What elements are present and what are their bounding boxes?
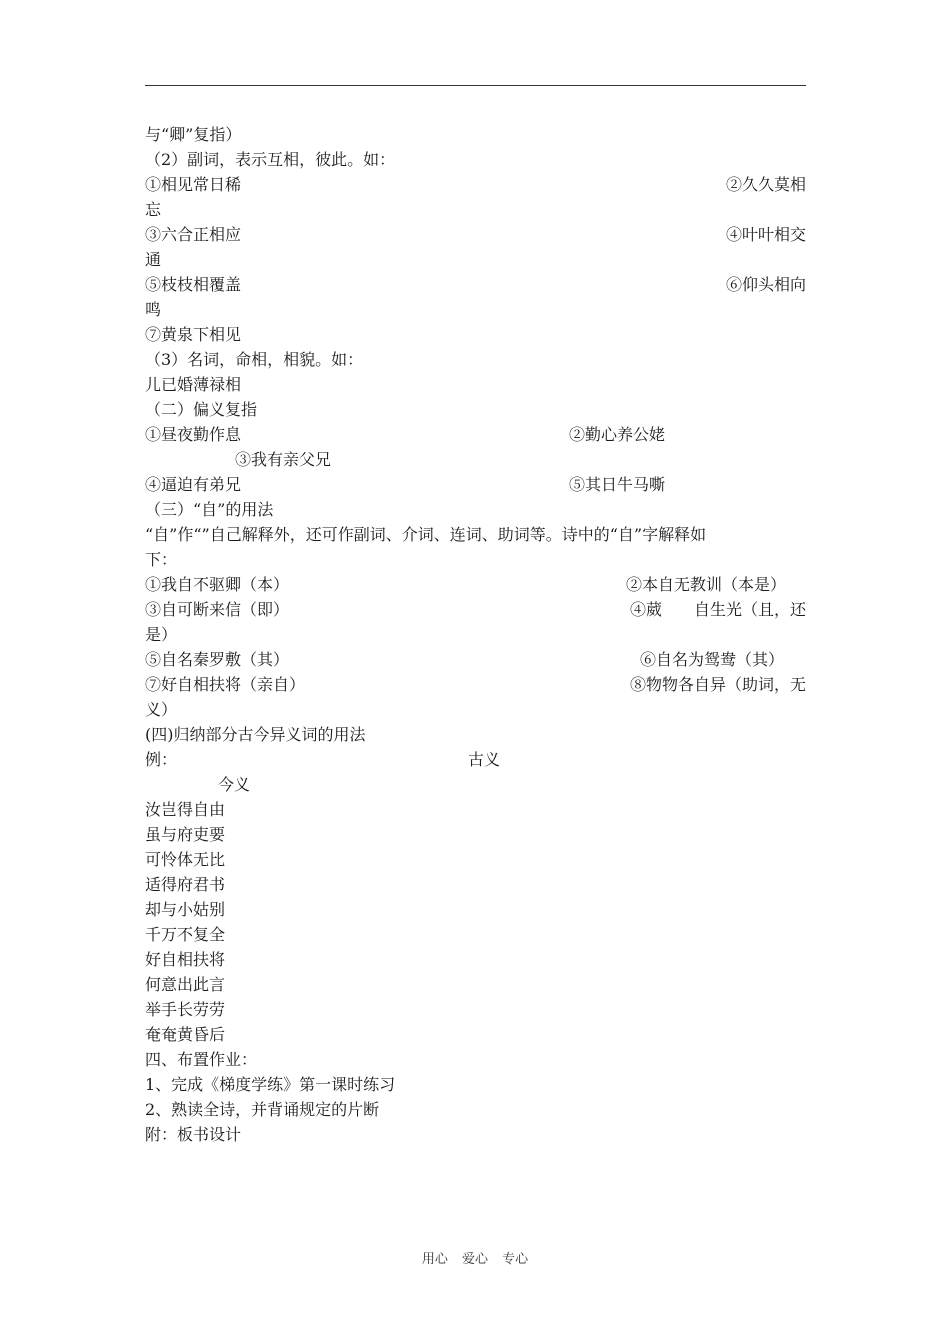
line-text: 千万不复全 (145, 925, 226, 944)
text-line (145, 997, 806, 1022)
text-line (145, 197, 806, 222)
line-text: ③自可断来信（即） (145, 600, 290, 619)
text-line (145, 547, 806, 572)
line-text: 1、完成《梯度学练》第一课时练习 (145, 1075, 396, 1094)
line-text: ⑦好自相扶将（亲自） (145, 675, 306, 694)
text-line (145, 1097, 806, 1122)
line-text-right: ⑥仰头相向 (725, 275, 806, 294)
line-text: 例： (145, 750, 178, 769)
text-line (145, 1047, 806, 1072)
line-text: ③六合正相应 (145, 225, 242, 244)
line-text: 附：板书设计 (145, 1125, 242, 1144)
text-line (145, 922, 806, 947)
text-line (145, 947, 806, 972)
line-text: 何意出此言 (145, 975, 226, 994)
line-text: 可怜体无比 (145, 850, 226, 869)
line-text: 虽与府吏要 (145, 825, 226, 844)
text-line (145, 397, 806, 422)
text-line (145, 422, 806, 447)
line-text: “自”作“”自己解释外，还可作副词、介词、连词、助词等。诗中的“自”字解释如 (145, 525, 707, 544)
text-line (145, 822, 806, 847)
line-text: （二）偏义复指 (145, 400, 258, 419)
text-line (145, 122, 806, 147)
line-text: 儿已婚薄禄相 (145, 375, 242, 394)
line-text-right: ⑥自名为鸳鸯（其） (639, 650, 784, 669)
text-line (145, 722, 806, 747)
text-line (145, 622, 806, 647)
line-text: 义） (145, 700, 178, 719)
line-text-right: ④叶叶相交 (725, 225, 806, 244)
line-text: ⑦黄泉下相见 (145, 325, 242, 344)
line-text-right: ②久久莫相 (725, 175, 806, 194)
line-text-mid: 古义 (468, 750, 501, 769)
text-line (145, 672, 806, 697)
text-line (145, 847, 806, 872)
line-text: 鸣 (145, 300, 162, 319)
text-line (145, 897, 806, 922)
line-text: 四、布置作业： (145, 1050, 258, 1069)
text-line (145, 272, 806, 297)
line-text: ⑤枝枝相覆盖 (145, 275, 242, 294)
line-text: 是） (145, 625, 178, 644)
text-line (145, 647, 806, 672)
text-line (145, 172, 806, 197)
line-text-mid: ⑤其日牛马嘶 (569, 475, 666, 494)
line-text: 举手长劳劳 (145, 1000, 226, 1019)
text-line (145, 372, 806, 397)
text-line (145, 297, 806, 322)
line-text: 通 (145, 250, 162, 269)
text-line (145, 797, 806, 822)
text-line (145, 572, 806, 597)
line-text: 下： (145, 550, 178, 569)
text-line (145, 347, 806, 372)
line-text-right: ②本自无教训（本是） (625, 575, 786, 594)
line-text: ①相见常日稀 (145, 175, 242, 194)
text-line (145, 497, 806, 522)
text-line (145, 1122, 806, 1147)
line-text: (四)归纳部分古今异义词的用法 (145, 725, 366, 744)
text-line (145, 597, 806, 622)
line-text: 适得府君书 (145, 875, 226, 894)
line-text-indent: ③我有亲父兄 (235, 450, 332, 469)
text-line (145, 522, 806, 547)
page-footer: 用心 爱心 专心 (421, 1252, 529, 1267)
line-text: 2、熟读全诗，并背诵规定的片断 (145, 1100, 380, 1119)
text-line (145, 472, 806, 497)
text-line (145, 322, 806, 347)
line-text: 与“卿”复指） (145, 125, 242, 144)
line-text: 却与小姑别 (145, 900, 226, 919)
text-line (145, 1022, 806, 1047)
line-text: ④逼迫有弟兄 (145, 475, 242, 494)
text-line (145, 447, 806, 472)
text-line (145, 972, 806, 997)
text-line (145, 872, 806, 897)
text-line (145, 772, 806, 797)
line-text: 忘 (145, 200, 162, 219)
line-text: ⑤自名秦罗敷（其） (145, 650, 290, 669)
text-line (145, 247, 806, 272)
line-text: 好自相扶将 (145, 950, 226, 969)
header-rule (145, 85, 806, 86)
text-line (145, 222, 806, 247)
line-text: （3）名词，命相，相貌。如： (145, 350, 364, 369)
line-text-mid: ②勤心养公姥 (569, 425, 666, 444)
text-line (145, 147, 806, 172)
line-text: （三）“自”的用法 (145, 500, 274, 519)
line-text: 汝岂得自由 (145, 800, 226, 819)
line-text: 奄奄黄昏后 (145, 1025, 226, 1044)
text-line (145, 747, 806, 772)
line-text-right: ④葳 自生光（且，还 (629, 600, 806, 619)
line-text-right: ⑧物物各自异（助词，无 (629, 675, 806, 694)
line-text-indent: 今义 (218, 775, 251, 794)
text-line (145, 1072, 806, 1097)
line-text: ①昼夜勤作息 (145, 425, 242, 444)
line-text: （2）副词，表示互相，彼此。如： (145, 150, 396, 169)
text-line (145, 697, 806, 722)
line-text: ①我自不驱卿（本） (145, 575, 290, 594)
